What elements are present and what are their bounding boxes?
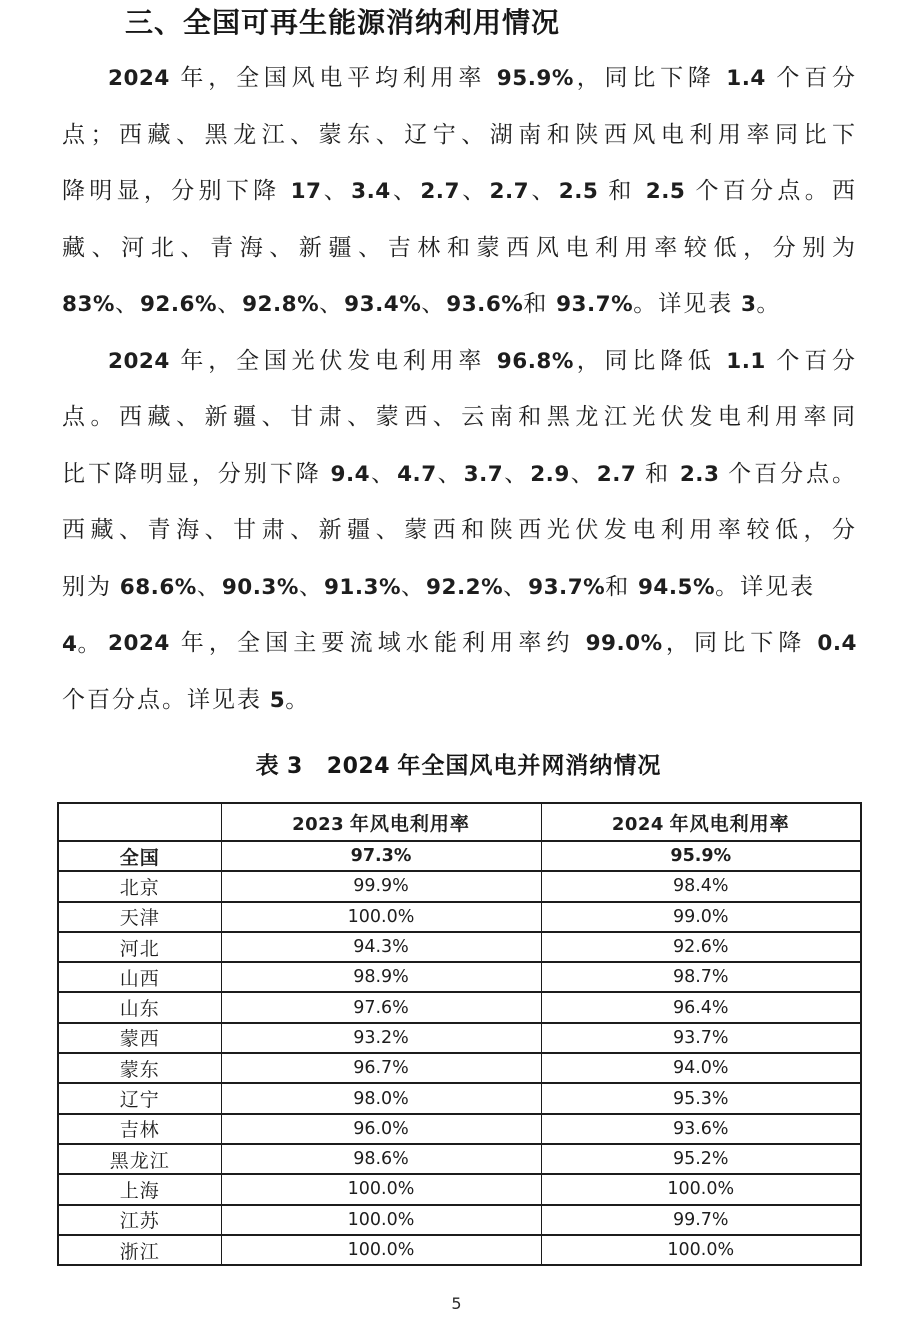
numeric-text: 68.6% — [119, 574, 197, 600]
section-heading: 三、全国可再生能源消纳利用情况 — [125, 7, 561, 38]
numeric-text: 2.5 — [558, 179, 599, 204]
numeric-text: 83% — [62, 292, 115, 317]
numeric-text: 2024 — [326, 754, 391, 779]
table-header — [58, 803, 861, 841]
value-2023-cell: 97.3% — [221, 841, 541, 871]
numeric-text: 93.7% — [556, 292, 634, 317]
numeric-text: 2.9 — [530, 461, 570, 487]
table-row — [58, 1053, 861, 1083]
numeric-text: 3.4 — [351, 179, 391, 204]
paragraph-line: 个百分点。详见表 5。 — [62, 686, 311, 713]
table-row — [58, 1174, 861, 1204]
table-row — [58, 962, 861, 992]
table-header-row — [58, 803, 861, 841]
numeric-text: 4.7 — [397, 461, 437, 487]
numeric-text: 2024 — [108, 631, 170, 656]
table-row — [58, 902, 861, 932]
numeric-text: 2.7 — [596, 461, 637, 487]
table-caption: 表 3 2024 年全国风电并网消纳情况 — [255, 752, 662, 779]
value-2023-cell: 98.0% — [221, 1083, 541, 1113]
region-cell: 河北 — [58, 932, 221, 962]
numeric-text: 92.6% — [139, 292, 218, 317]
table-row — [58, 1235, 861, 1265]
numeric-text: 93.7% — [528, 574, 606, 600]
value-2024-cell: 98.4% — [541, 871, 861, 901]
value-2023-cell: 97.6% — [221, 992, 541, 1022]
value-2023-cell: 98.6% — [221, 1144, 541, 1174]
value-2023-cell: 98.9% — [221, 962, 541, 992]
region-cell: 浙江 — [58, 1235, 221, 1265]
paragraph-line: 点。西藏、新疆、甘肃、蒙西、云南和黑龙江光伏发电利用率同 — [62, 404, 857, 429]
value-2024-cell: 93.7% — [541, 1023, 861, 1053]
paragraph-line: 别为 68.6%、90.3%、91.3%、92.2%、93.7%和 94.5%。详见表 4。 — [62, 573, 816, 657]
value-2023-cell: 100.0% — [221, 902, 541, 932]
value-2023-cell: 100.0% — [221, 1174, 541, 1204]
value-2023-cell: 100.0% — [221, 1235, 541, 1265]
numeric-text: 4 — [62, 632, 78, 657]
numeric-text: 95.9% — [496, 66, 574, 91]
value-2023-cell: 100.0% — [221, 1205, 541, 1235]
document-page — [0, 6, 913, 1327]
value-2023-cell: 96.7% — [221, 1053, 541, 1083]
paragraph-line: 降明显，分别下降 17、3.4、2.7、2.7、2.5 和 2.5 个百分点。西 — [62, 178, 858, 204]
paragraph-line: 2024 年，全国风电平均利用率 95.9%，同比下降 1.4 个百分 — [108, 65, 858, 91]
region-cell: 蒙东 — [58, 1053, 221, 1083]
region-cell: 山东 — [58, 992, 221, 1022]
region-cell: 北京 — [58, 871, 221, 901]
paragraph-line: 83%、92.6%、92.8%、93.4%、93.6%和 93.7%。详见表 3。 — [62, 291, 782, 317]
value-2023-cell: 93.2% — [221, 1023, 541, 1053]
col-header-2023: 2023 年风电利用率 — [221, 803, 541, 841]
value-2023-cell: 94.3% — [221, 932, 541, 962]
table-body — [58, 841, 861, 1265]
numeric-text: 17 — [290, 179, 322, 204]
table-row — [58, 1205, 861, 1235]
col-header-region — [58, 803, 221, 841]
value-2023-cell: 99.9% — [221, 871, 541, 901]
value-2024-cell: 99.0% — [541, 902, 861, 932]
numeric-text: 9.4 — [330, 461, 371, 487]
value-2024-cell: 95.3% — [541, 1083, 861, 1113]
numeric-text: 2024 — [108, 66, 170, 91]
region-cell: 天津 — [58, 902, 221, 932]
numeric-text: 90.3% — [221, 574, 299, 600]
table-row — [58, 1144, 861, 1174]
region-cell: 山西 — [58, 962, 221, 992]
numeric-text: 2.5 — [645, 179, 686, 204]
paragraph-line: 藏、河北、青海、新疆、吉林和蒙西风电利用率较低，分别为 — [62, 234, 857, 260]
numeric-text: 1.1 — [726, 348, 766, 374]
paragraph-line: 点；西藏、黑龙江、蒙东、辽宁、湖南和陕西风电利用率同比下 — [62, 121, 857, 147]
region-cell: 黑龙江 — [58, 1144, 221, 1174]
region-cell: 辽宁 — [58, 1083, 221, 1113]
paragraph-line: 2024 年，全国光伏发电利用率 96.8%，同比降低 1.1 个百分 — [108, 347, 858, 374]
table-row — [58, 932, 861, 962]
numeric-text: 92.2% — [426, 574, 504, 600]
value-2024-cell: 96.4% — [541, 992, 861, 1022]
table-row — [58, 1114, 861, 1144]
table-row — [58, 841, 861, 871]
numeric-text: 3.7 — [463, 461, 504, 487]
table-row — [58, 1023, 861, 1053]
numeric-text: 99.0% — [585, 631, 663, 656]
value-2024-cell: 98.7% — [541, 962, 861, 992]
region-cell: 吉林 — [58, 1114, 221, 1144]
table-row — [58, 992, 861, 1022]
numeric-text: 2.7 — [489, 179, 530, 204]
numeric-text: 0.4 — [817, 631, 858, 656]
table-row — [58, 1083, 861, 1113]
numeric-text: 5 — [269, 687, 286, 713]
value-2024-cell: 92.6% — [541, 932, 861, 962]
value-2024-cell: 99.7% — [541, 1205, 861, 1235]
value-2024-cell: 100.0% — [541, 1174, 861, 1204]
value-2024-cell: 94.0% — [541, 1053, 861, 1083]
region-cell: 上海 — [58, 1174, 221, 1204]
wind-utilization-table — [57, 802, 862, 1266]
col-header-2024: 2024 年风电利用率 — [541, 803, 861, 841]
numeric-text: 2.3 — [679, 461, 720, 487]
numeric-text: 3 — [740, 292, 757, 317]
region-cell: 蒙西 — [58, 1023, 221, 1053]
paragraph-line: 比下降明显，分别下降 9.4、4.7、3.7、2.9、2.7 和 2.3 个百分点。 — [62, 460, 858, 487]
value-2024-cell: 95.2% — [541, 1144, 861, 1174]
paragraph-line: 2024 年，全国主要流域水能利用率约 99.0%，同比下降 0.4 — [108, 630, 858, 656]
page-number: 5 — [451, 1294, 462, 1313]
numeric-text: 2023 — [292, 813, 345, 835]
value-2024-cell: 100.0% — [541, 1235, 861, 1265]
numeric-text: 93.4% — [344, 292, 422, 317]
numeric-text: 94.5% — [637, 574, 716, 600]
value-2024-cell: 95.9% — [541, 841, 861, 871]
region-cell: 全国 — [58, 841, 221, 871]
value-2023-cell: 96.0% — [221, 1114, 541, 1144]
region-cell: 江苏 — [58, 1205, 221, 1235]
body-paragraphs — [62, 50, 857, 728]
numeric-text: 91.3% — [323, 574, 402, 600]
numeric-text: 1.4 — [726, 66, 766, 91]
table-row — [58, 871, 861, 901]
numeric-text: 96.8% — [496, 348, 574, 374]
numeric-text: 92.8% — [242, 292, 320, 317]
value-2024-cell: 93.6% — [541, 1114, 861, 1144]
numeric-text: 3 — [286, 754, 303, 779]
numeric-text: 2024 — [611, 813, 664, 835]
numeric-text: 2.7 — [420, 179, 460, 204]
paragraph-line: 西藏、青海、甘肃、新疆、蒙西和陕西光伏发电利用率较低，分 — [62, 517, 857, 542]
numeric-text: 2024 — [108, 348, 170, 374]
numeric-text: 93.6% — [446, 292, 524, 317]
